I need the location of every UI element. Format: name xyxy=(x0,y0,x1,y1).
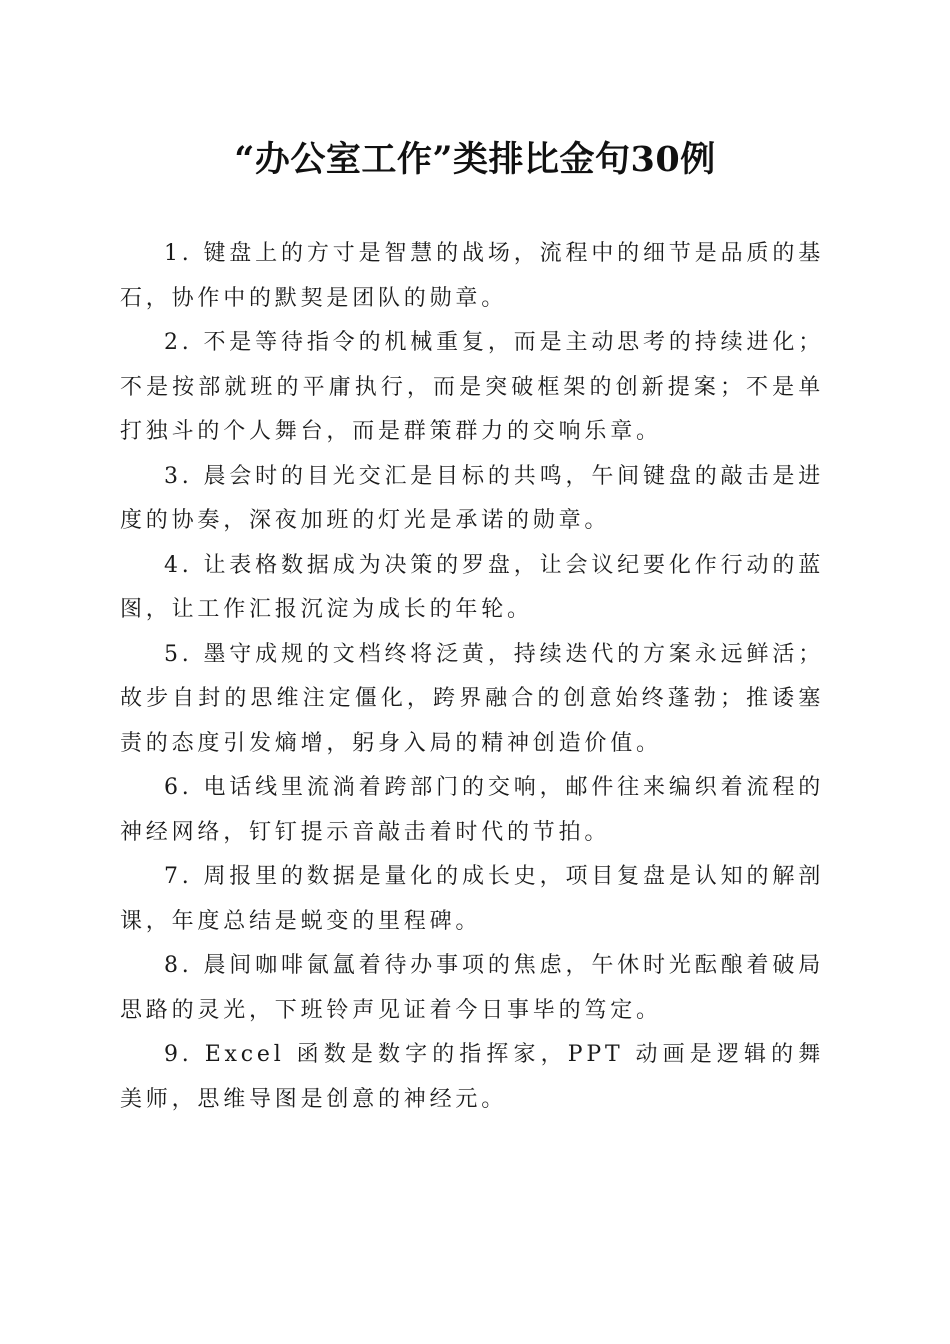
document-body xyxy=(120,232,824,1122)
paragraph-2: 2. 不是等待指令的机械重复，而是主动思考的持续进化；不是按部就班的平庸执行，而是突破框架的创新提案；不是单打独斗的个人舞台，而是群策群力的交响乐章。 xyxy=(120,330,824,444)
paragraph-6: 6. 电话线里流淌着跨部门的交响，邮件往来编织着流程的神经网络，钉钉提示音敲击着时代的节拍。 xyxy=(120,775,824,845)
paragraph-3: 3. 晨会时的目光交汇是目标的共鸣，午间键盘的敲击是进度的协奏，深夜加班的灯光是承诺的勋章。 xyxy=(120,463,824,533)
paragraph-1: 1. 键盘上的方寸是智慧的战场，流程中的细节是品质的基石，协作中的默契是团队的勋章。 xyxy=(120,241,824,311)
document-title: “办公室工作”类排比金句30例 xyxy=(234,139,716,180)
paragraph-4: 4. 让表格数据成为决策的罗盘，让会议纪要化作行动的蓝图，让工作汇报沉淀为成长的年轮。 xyxy=(120,552,824,622)
paragraph-9: 9. Excel 函数是数字的指挥家，PPT 动画是逻辑的舞美师，思维导图是创意的神经元。 xyxy=(120,1042,824,1112)
paragraph-5: 5. 墨守成规的文档终将泛黄，持续迭代的方案永远鲜活；故步自封的思维注定僵化，跨界融合的创意始终蓬勃；推诿塞责的态度引发熵增，躬身入局的精神创造价值。 xyxy=(120,641,824,756)
paragraph-7: 7. 周报里的数据是量化的成长史，项目复盘是认知的解剖课，年度总结是蜕变的里程碑。 xyxy=(120,864,824,934)
paragraph-8: 8. 晨间咖啡氤氲着待办事项的焦虑，午休时光酝酿着破局思路的灵光，下班铃声见证着今日事毕的笃定。 xyxy=(120,953,824,1023)
